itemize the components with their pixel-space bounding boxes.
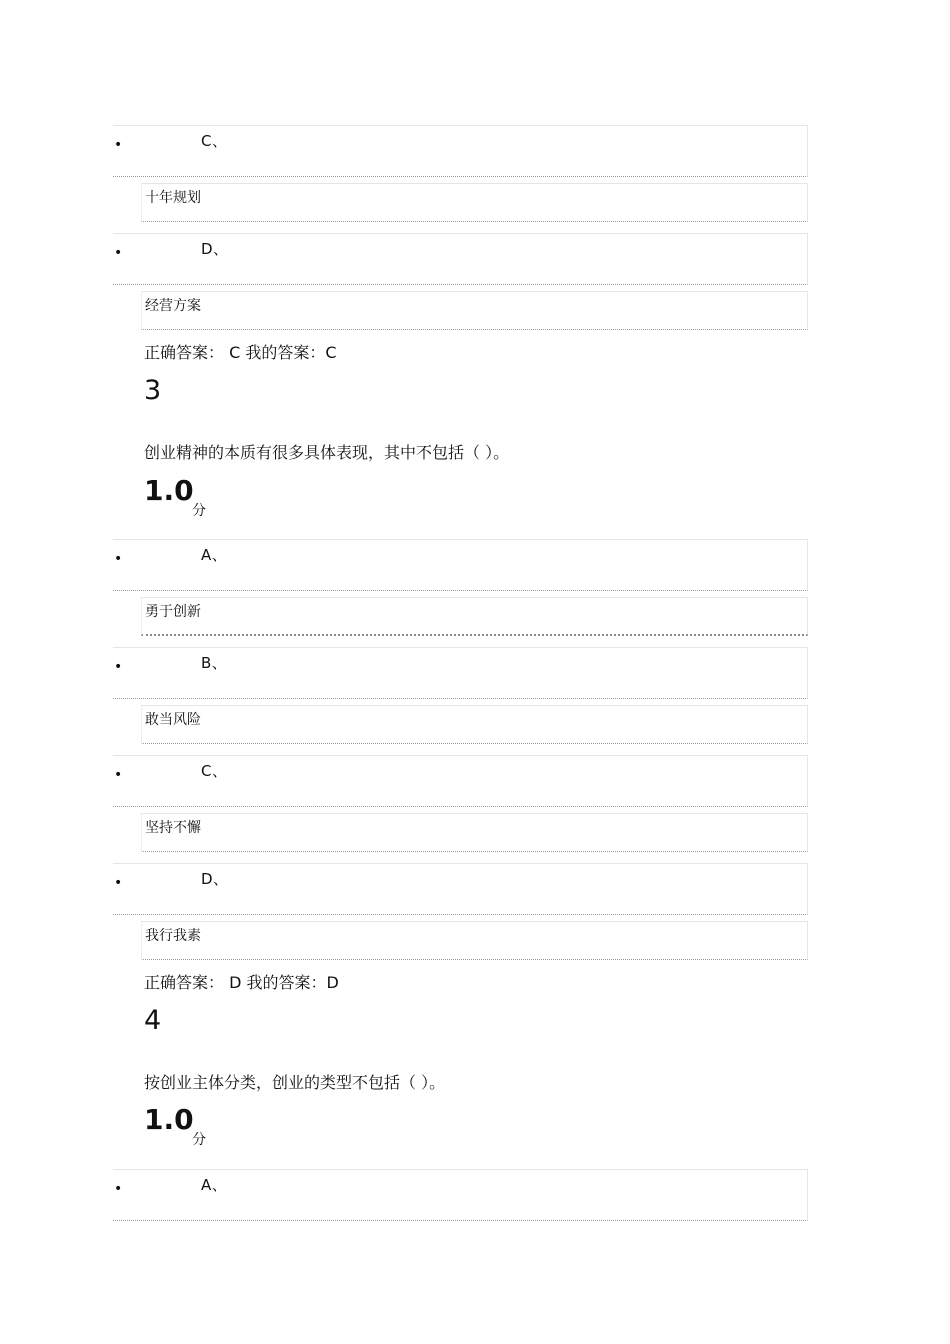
option-text: 勇于创新	[145, 604, 201, 620]
option-a-row[interactable]	[113, 1169, 808, 1221]
option-text-box	[141, 597, 808, 636]
option-text-box	[141, 291, 808, 330]
bullet-icon: •	[114, 245, 123, 261]
option-letter: A、	[201, 1176, 228, 1194]
bullet-icon: •	[114, 875, 123, 891]
option-text: 敢当风险	[145, 712, 201, 728]
option-d-row[interactable]	[113, 233, 808, 285]
bullet-icon: •	[114, 1181, 123, 1197]
option-text-box	[141, 705, 808, 744]
correct-answer: 正确答案： C 我的答案：C	[144, 343, 337, 362]
option-text-box	[141, 921, 808, 960]
option-text: 十年规划	[145, 190, 201, 206]
option-letter: B、	[201, 654, 228, 672]
option-letter: D、	[201, 240, 229, 258]
question-number: 4	[144, 1005, 162, 1036]
option-d-row[interactable]	[113, 863, 808, 915]
bullet-icon: •	[114, 659, 123, 675]
score-unit: 分	[192, 1132, 206, 1148]
question-score: 1.0	[144, 1103, 194, 1136]
question-number: 3	[144, 375, 162, 406]
question-text: 创业精神的本质有很多具体表现，其中不包括（ ）。	[144, 443, 510, 462]
option-letter: D、	[201, 870, 229, 888]
option-letter: C、	[201, 762, 228, 780]
option-c-row[interactable]	[113, 125, 808, 177]
option-b-row[interactable]	[113, 647, 808, 699]
option-text-box	[141, 813, 808, 852]
score-unit: 分	[192, 503, 206, 519]
bullet-icon: •	[114, 137, 123, 153]
correct-answer: 正确答案： D 我的答案：D	[144, 973, 339, 992]
option-text-box	[141, 183, 808, 222]
option-c-row[interactable]	[113, 755, 808, 807]
option-a-row[interactable]	[113, 539, 808, 591]
option-letter: A、	[201, 546, 228, 564]
question-score: 1.0	[144, 474, 194, 507]
option-text: 我行我素	[145, 928, 201, 944]
option-letter: C、	[201, 132, 228, 150]
bullet-icon: •	[114, 551, 123, 567]
question-text: 按创业主体分类，创业的类型不包括（ ）。	[144, 1073, 446, 1092]
option-text: 经营方案	[145, 298, 201, 314]
bullet-icon: •	[114, 767, 123, 783]
option-text: 坚持不懈	[145, 820, 201, 836]
